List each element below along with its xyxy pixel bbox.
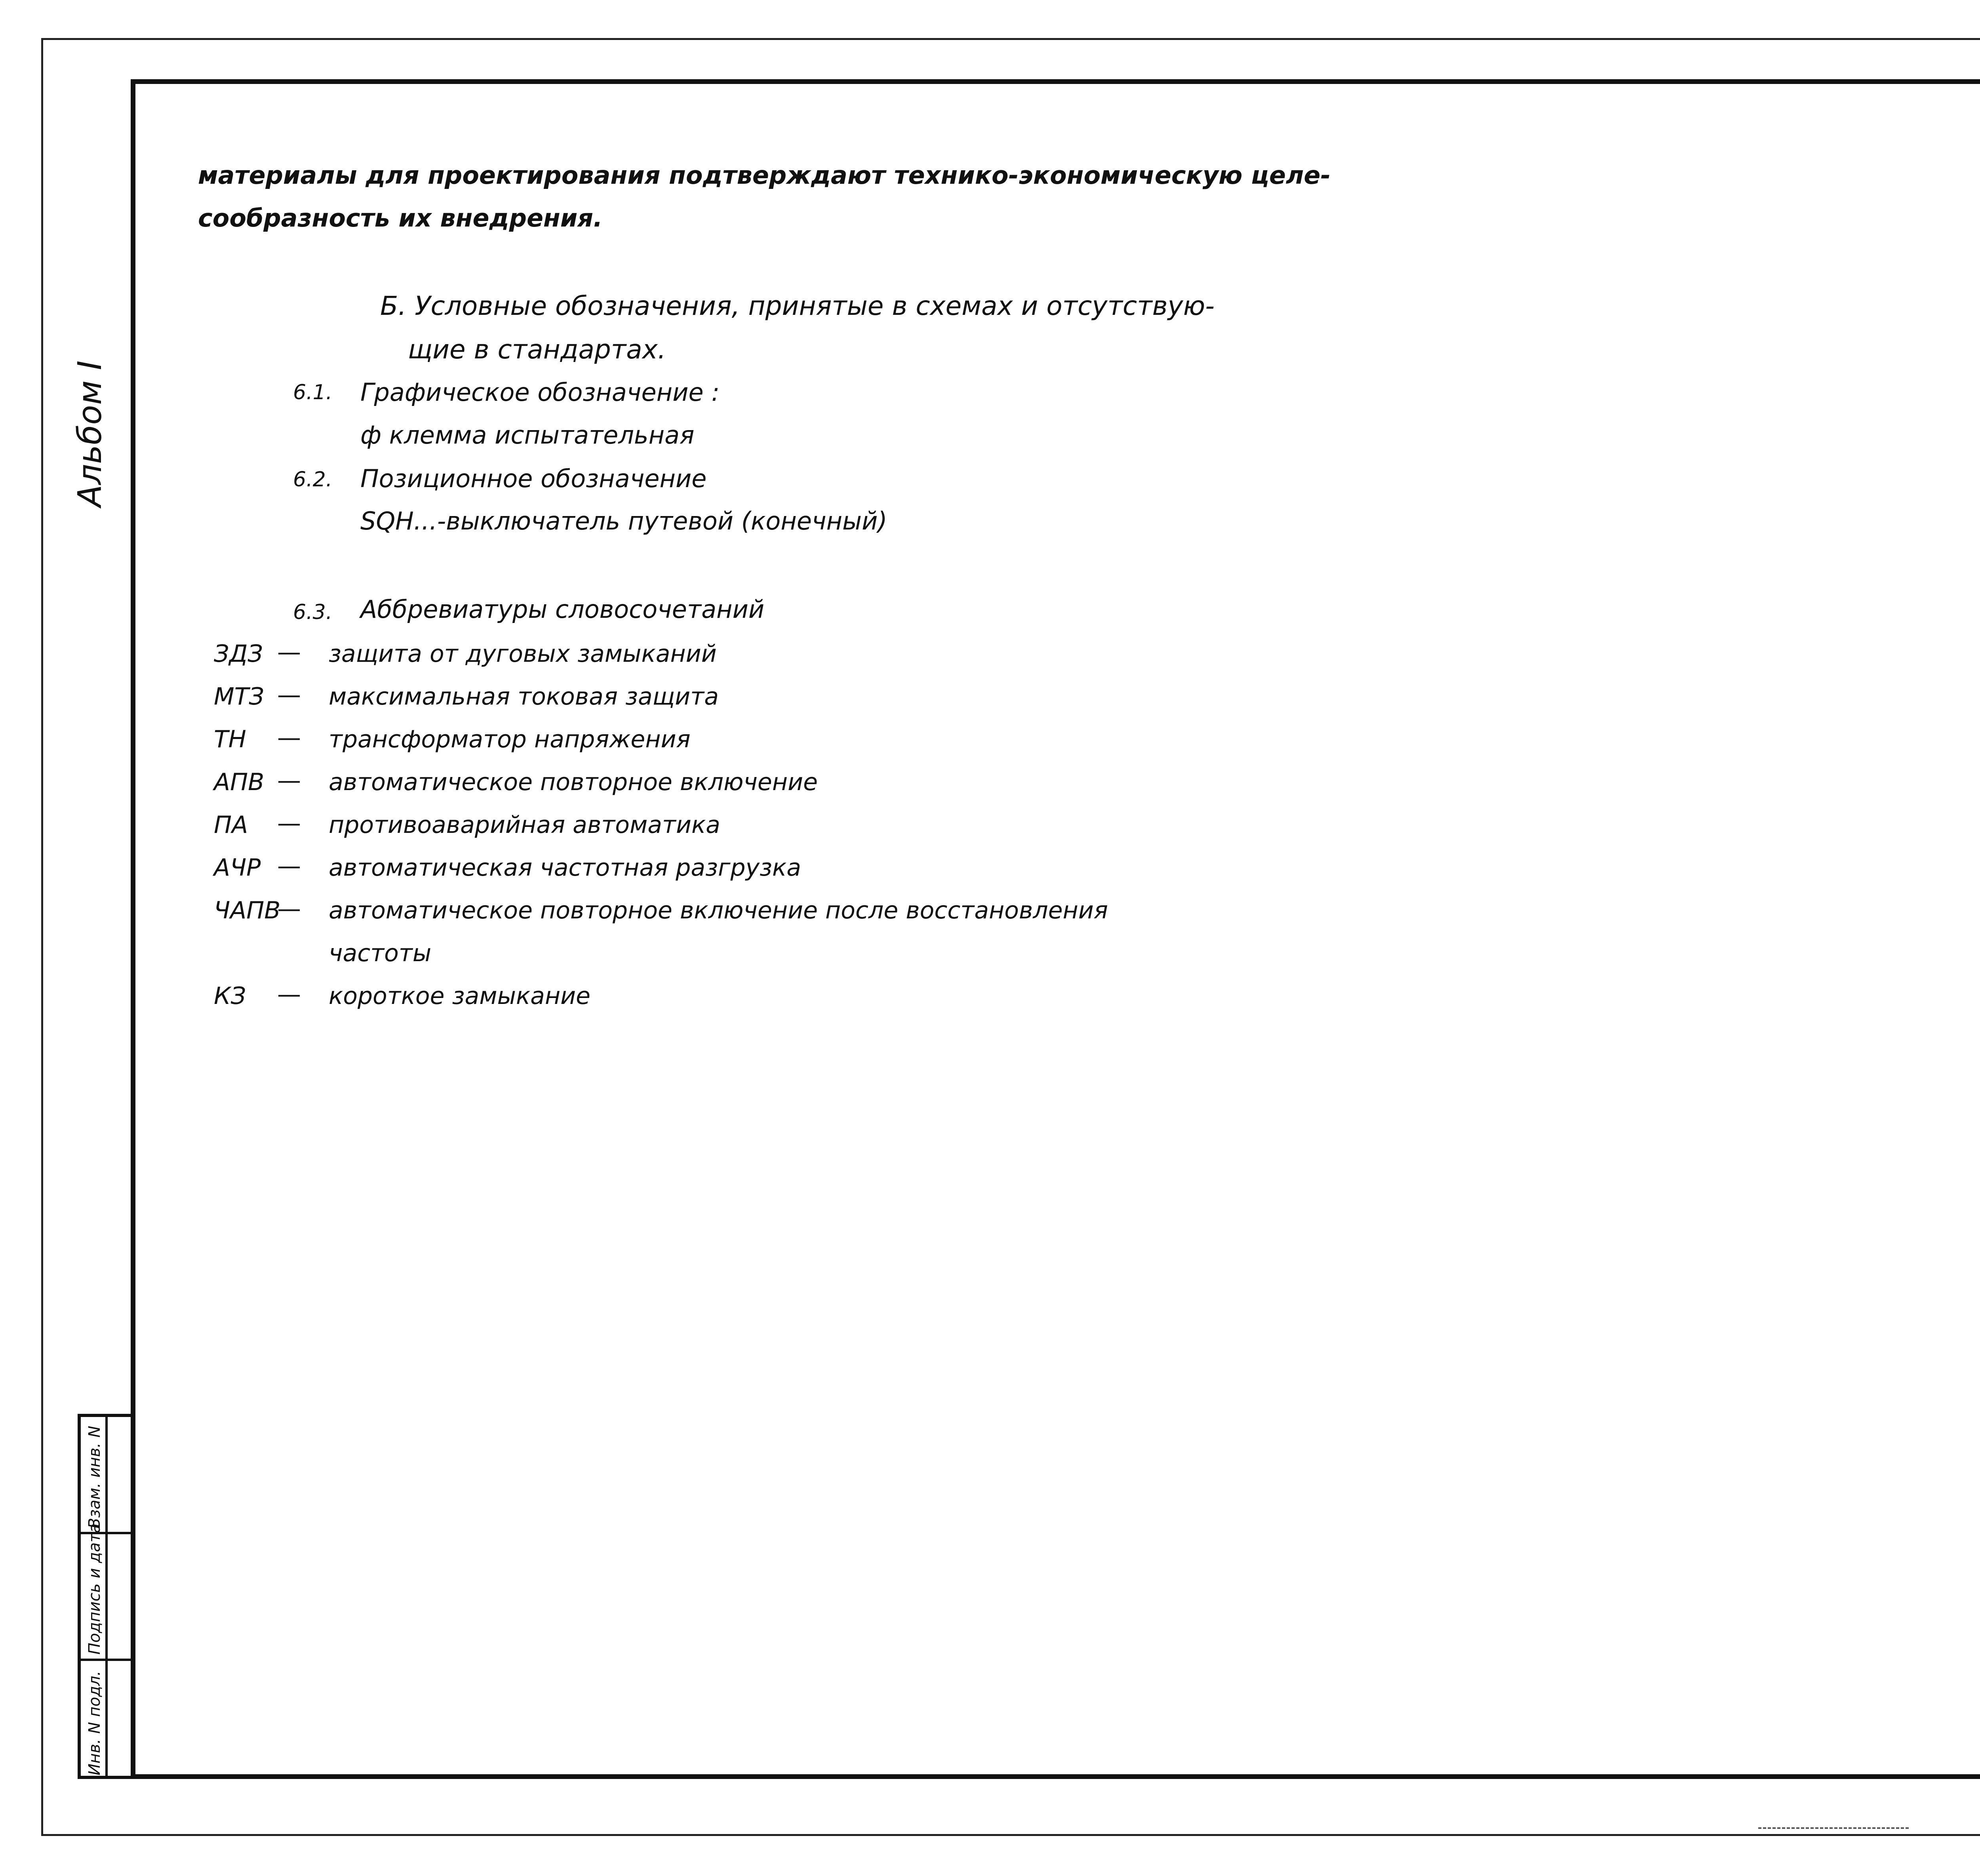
abbr-dash: —: [277, 809, 301, 837]
abbr-dash: —: [277, 724, 301, 752]
abbr-code: ЧАПВ: [214, 897, 281, 924]
stamp-row-divider: [81, 1659, 131, 1661]
stamp-label-replacement: Взам. инв. N: [86, 1426, 104, 1529]
abbr-desc: противоаварийная автоматика: [329, 811, 720, 839]
album-label: Альбом I: [71, 360, 109, 507]
item-title-6-2: Позиционное обозначение: [360, 464, 707, 493]
section-title-line-2: щие в стандартах.: [408, 334, 666, 365]
abbr-code: ТН: [214, 726, 246, 753]
abbr-dash: —: [277, 638, 301, 666]
item-title-6-1: Графическое обозначение :: [360, 378, 720, 407]
item-number-6-2: 6.2.: [293, 468, 333, 491]
abbr-dash: —: [277, 895, 301, 923]
stamp-label-signature-date: Подпись и дата: [86, 1523, 104, 1655]
abbr-dash: —: [277, 767, 301, 794]
abbr-desc: автоматическая частотная разгрузка: [329, 854, 802, 882]
abbr-code: МТЗ: [214, 683, 264, 710]
abbr-desc-continuation: частоты: [329, 939, 432, 967]
abbr-code: ЗДЗ: [214, 640, 263, 668]
abbr-code: ПА: [214, 811, 248, 839]
abbr-desc: автоматическое повторное включение после восстановления: [329, 897, 1108, 924]
abbr-desc: трансформатор напряжения: [329, 726, 691, 753]
stamp-label-inventory: Инв. N подл.: [86, 1670, 104, 1775]
approval-stamp-column: [78, 1414, 131, 1779]
item-title-6-3: Аббревиатуры словосочетаний: [360, 595, 765, 624]
abbr-code: АЧР: [214, 854, 261, 882]
abbr-dash: —: [277, 681, 301, 709]
abbr-code: КЗ: [214, 982, 246, 1010]
intro-line-2: сообразность их внедрения.: [198, 204, 603, 232]
abbr-desc: максимальная токовая защита: [329, 683, 719, 710]
abbr-dash: —: [277, 981, 301, 1008]
abbr-dash: —: [277, 852, 301, 880]
abbr-code: АПВ: [214, 768, 265, 796]
abbr-desc: защита от дуговых замыканий: [329, 640, 717, 668]
abbr-desc: автоматическое повторное включение: [329, 768, 818, 796]
item-number-6-3: 6.3.: [293, 600, 333, 624]
abbr-desc: короткое замыкание: [329, 982, 591, 1010]
stamp-column-divider: [105, 1417, 108, 1776]
intro-line-1: материалы для проектирования подтверждают технико-экономическую целе-: [198, 161, 1331, 190]
scan-mark: [1758, 1827, 1909, 1829]
item-detail-6-1: ф клемма испытательная: [360, 421, 695, 449]
item-number-6-1: 6.1.: [293, 381, 333, 404]
section-title-line-1: Б. Условные обозначения, принятые в схемах и отсутствую-: [380, 291, 1215, 321]
item-detail-6-2: SQH...-выключатель путевой (конечный): [360, 507, 887, 535]
